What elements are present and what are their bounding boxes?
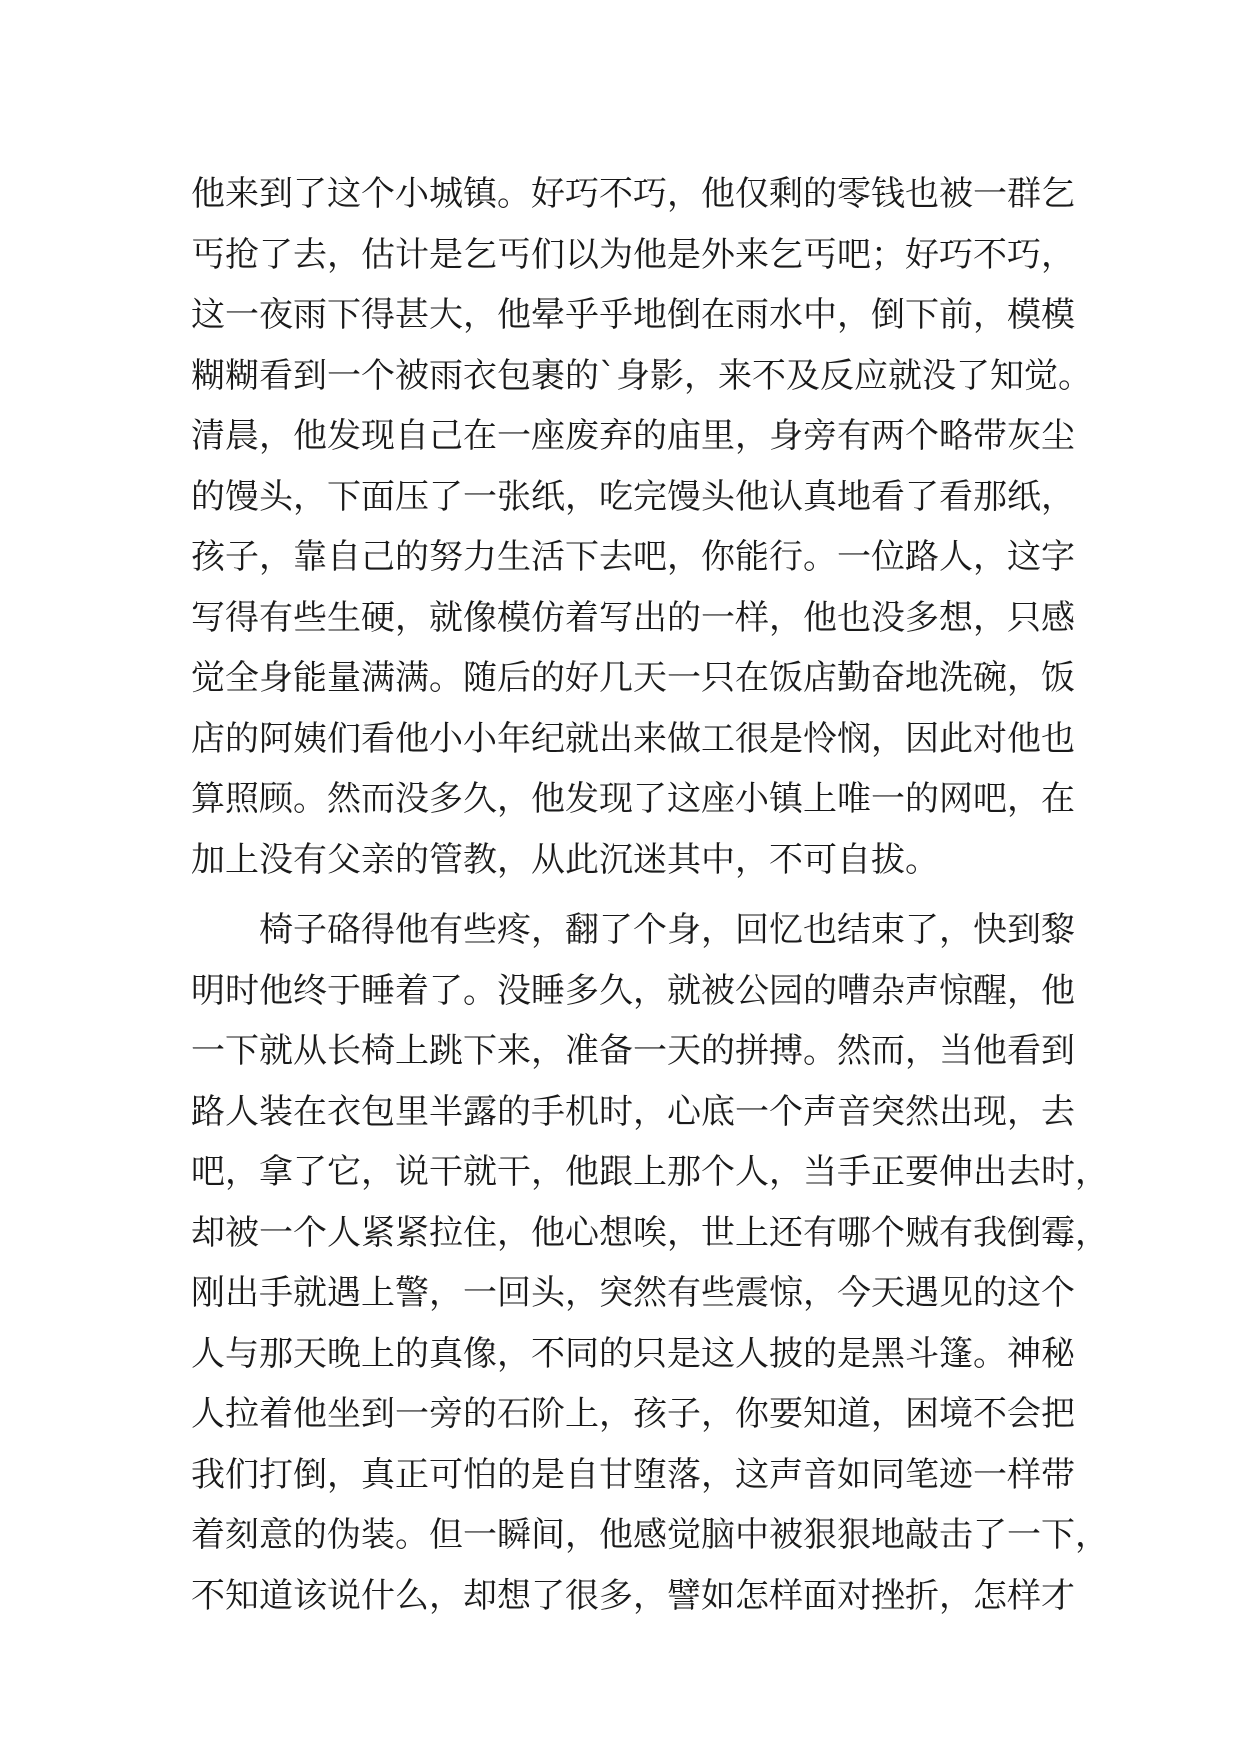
text-line: 他来到了这个小城镇。好巧不巧，他仅剩的零钱也被一群乞 bbox=[191, 174, 1075, 214]
text-line: 的馒头，下面压了一张纸，吃完馒头他认真地看了看那纸， bbox=[191, 476, 1075, 517]
text-line: 写得有些生硬，就像模仿着写出的一样，他也没多想，只感 bbox=[191, 597, 1075, 638]
document-body bbox=[191, 164, 1109, 1626]
text-line: 我们打倒，真正可怕的是自甘堕落，这声音如同笔迹一样带 bbox=[191, 1454, 1075, 1495]
text-line: 清晨，他发现自己在一座废弃的庙里，身旁有两个略带灰尘 bbox=[191, 416, 1075, 456]
text-line: 路人装在衣包里半露的手机时，心底一个声音突然出现，去 bbox=[191, 1091, 1075, 1132]
text-line: 刚出手就遇上警，一回头，突然有些震惊，今天遇见的这个 bbox=[191, 1273, 1075, 1313]
text-line: 不知道该说什么，却想了很多，譬如怎样面对挫折，怎样才 bbox=[191, 1575, 1075, 1616]
text-line: 吧，拿了它，说干就干，他跟上那个人，当手正要伸出去时， bbox=[191, 1152, 1109, 1192]
text-line: 着刻意的伪装。但一瞬间，他感觉脑中被狠狠地敲击了一下， bbox=[191, 1515, 1109, 1555]
text-line: 这一夜雨下得甚大，他晕乎乎地倒在雨水中，倒下前，模模 bbox=[191, 295, 1075, 335]
paragraph-1 bbox=[191, 164, 1092, 890]
text-line: 人拉着他坐到一旁的石阶上，孩子，你要知道，困境不会把 bbox=[191, 1394, 1075, 1434]
paragraph-spacing bbox=[191, 890, 1051, 900]
text-line: 孩子，靠自己的努力生活下去吧，你能行。一位路人，这字 bbox=[191, 537, 1075, 577]
text-line: 糊糊看到一个被雨衣包裹的`身影，来不及反应就没了知觉。 bbox=[191, 355, 1092, 396]
text-line: 觉全身能量满满。随后的好几天一只在饭店勤奋地洗碗，饭 bbox=[191, 658, 1075, 698]
text-line: 店的阿姨们看他小小年纪就出来做工很是怜悯，因此对他也 bbox=[191, 718, 1075, 759]
text-line: 人与那天晚上的真像，不同的只是这人披的是黑斗篷。神秘 bbox=[191, 1333, 1075, 1374]
text-line: 一下就从长椅上跳下来，准备一天的拼搏。然而，当他看到 bbox=[191, 1031, 1075, 1071]
paragraph-2 bbox=[191, 900, 1109, 1626]
text-line: 丐抢了去，估计是乞丐们以为他是外来乞丐吧；好巧不巧， bbox=[191, 234, 1075, 275]
text-line: 椅子硌得他有些疼，翻了个身，回忆也结束了，快到黎 bbox=[191, 910, 1075, 950]
text-line: 算照顾。然而没多久，他发现了这座小镇上唯一的网吧，在 bbox=[191, 779, 1075, 819]
text-line: 明时他终于睡着了。没睡多久，就被公园的嘈杂声惊醒，他 bbox=[191, 970, 1075, 1011]
text-line: 却被一个人紧紧拉住，他心想唉，世上还有哪个贼有我倒霉， bbox=[191, 1212, 1109, 1253]
text-line: 加上没有父亲的管教，从此沉迷其中，不可自拔。 bbox=[191, 839, 939, 880]
